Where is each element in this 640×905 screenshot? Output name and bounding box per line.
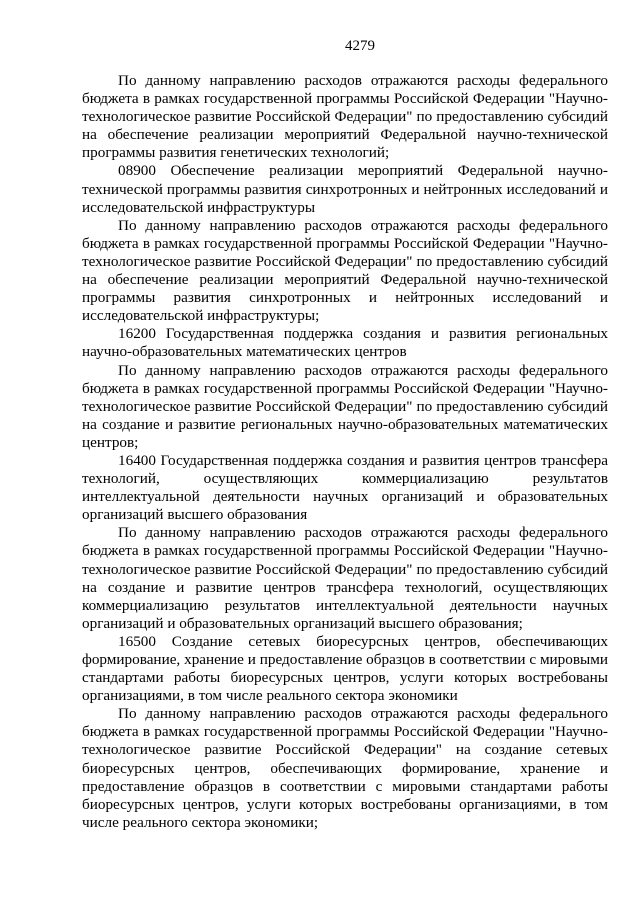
heading-08900: 08900 Обеспечение реализации мероприятий Федеральной научно-технической программы развития синхротронных и нейтронных исследований и исследовательской инфраструктуры xyxy=(82,162,608,216)
paragraph-expenses-synchrotron: По данному направлению расходов отражаются расходы федерального бюджета в рамках государственной программы Российской Федерации "Научно-технологическое развитие Российской Федерации" по предоставлению субсидий на обеспечение реализации мероприятий Федеральной научно-технической программы развития синхротронных и нейтронных исследований и исследовательской инфраструктуры; xyxy=(82,216,608,325)
heading-16400: 16400 Государственная поддержка создания и развития центров трансфера технологий, осуществляющих коммерциализацию результатов интеллектуальной деятельности научных организаций и образовательных организаций высшего образования xyxy=(82,451,608,524)
heading-16500: 16500 Создание сетевых биоресурсных центров, обеспечивающих формирование, хранение и предоставление образцов в соответствии с мировыми стандартами работы биоресурсных центров, услуги которых востребованы организациями, в том числе реального сектора экономики xyxy=(82,632,608,705)
page-number: 4279 xyxy=(345,38,375,54)
heading-16200: 16200 Государственная поддержка создания и развития региональных научно-образовательных математических центров xyxy=(82,325,608,361)
paragraph-expenses-genetic-tech: По данному направлению расходов отражаются расходы федерального бюджета в рамках государственной программы Российской Федерации "Научно-технологическое развитие Российской Федерации" по предоставлению субсидий на обеспечение реализации мероприятий Федеральной научно-технической программы развития генетических технологий; xyxy=(82,72,608,162)
paragraph-expenses-math-centers: По данному направлению расходов отражаются расходы федерального бюджета в рамках государственной программы Российской Федерации "Научно-технологическое развитие Российской Федерации" по предоставлению субсидий на создание и развитие региональных научно-образовательных математических центров; xyxy=(82,361,608,451)
paragraph-expenses-tech-transfer: По данному направлению расходов отражаются расходы федерального бюджета в рамках государственной программы Российской Федерации "Научно-технологическое развитие Российской Федерации" по предоставлению субсидий на создание и развитие центров трансфера технологий, осуществляющих коммерциализацию результатов интеллектуальной деятельности научных организаций и образовательных организаций высшего образования; xyxy=(82,524,608,632)
document-body xyxy=(82,72,608,832)
paragraph-expenses-bioresource: По данному направлению расходов отражаются расходы федерального бюджета в рамках государственной программы Российской Федерации "Научно-технологическое развитие Российской Федерации" на создание сетевых биоресурсных центров, обеспечивающих формирование, хранение и предоставление образцов в соответствии с мировыми стандартами работы биоресурсных центров, услуги которых востребованы организациями, в том числе реального сектора экономики; xyxy=(82,705,608,831)
